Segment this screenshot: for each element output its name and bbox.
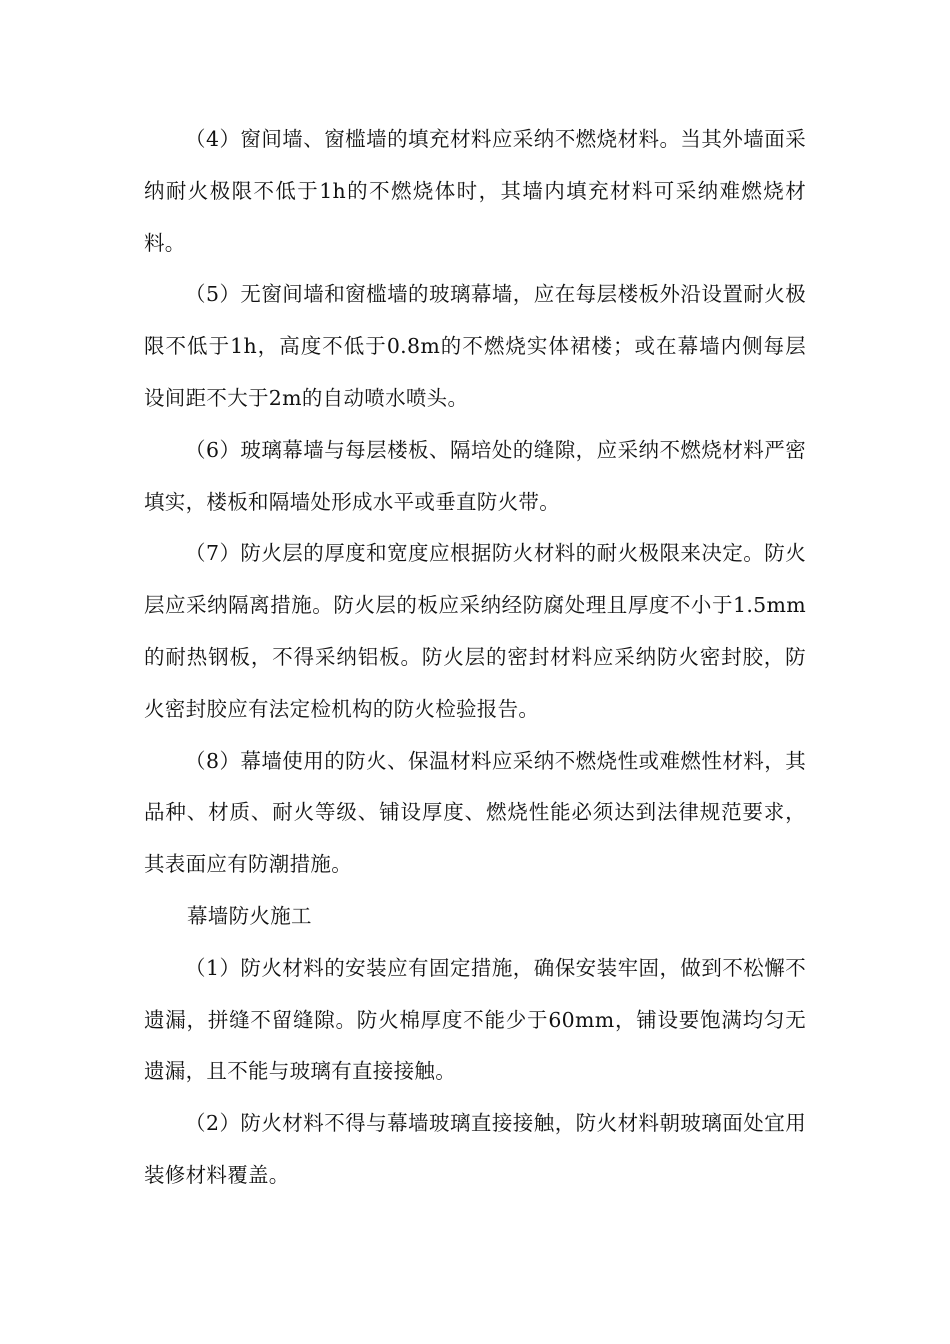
document-body [144, 114, 806, 1202]
construction-item-2: （2）防火材料不得与幕墙玻璃直接接触，防火材料朝玻璃面处宜用装修材料覆盖。 [144, 1111, 806, 1187]
construction-item-1: （1）防火材料的安装应有固定措施，确保安装牢固，做到不松懈不遗漏，拼缝不留缝隙。防火棉厚度不能少于60mm，铺设要饱满均匀无遗漏，且不能与玻璃有直接接触。 [144, 955, 806, 1084]
section-heading: 幕墙防火施工 [187, 903, 312, 928]
paragraph-item-8: （8）幕墙使用的防火、保温材料应采纳不燃烧性或难燃性材料，其品种、材质、耐火等级、铺设厚度、燃烧性能必须达到法律规范要求，其表面应有防潮措施。 [144, 748, 806, 877]
paragraph-item-7: （7）防火层的厚度和宽度应根据防火材料的耐火极限来决定。防火层应采纳隔离措施。防火层的板应采纳经防腐处理且厚度不小于1.5mm的耐热钢板，不得采纳铝板。防火层的密封材料应采纳防火密封胶，防火密封胶应有法定检机构的防火检验报告。 [144, 541, 806, 721]
paragraph-item-4: （4）窗间墙、窗槛墙的填充材料应采纳不燃烧材料。当其外墙面采纳耐火极限不低于1h的不燃烧体时，其墙内填充材料可采纳难燃烧材料。 [144, 127, 806, 255]
paragraph-item-5: （5）无窗间墙和窗槛墙的玻璃幕墙，应在每层楼板外沿设置耐火极限不低于1h，高度不低于0.8m的不燃烧实体裙楼；或在幕墙内侧每层设间距不大于2m的自动喷水喷头。 [144, 282, 806, 410]
paragraph-item-6: （6）玻璃幕墙与每层楼板、隔培处的缝隙，应采纳不燃烧材料严密填实，楼板和隔墙处形成水平或垂直防火带。 [144, 437, 806, 514]
